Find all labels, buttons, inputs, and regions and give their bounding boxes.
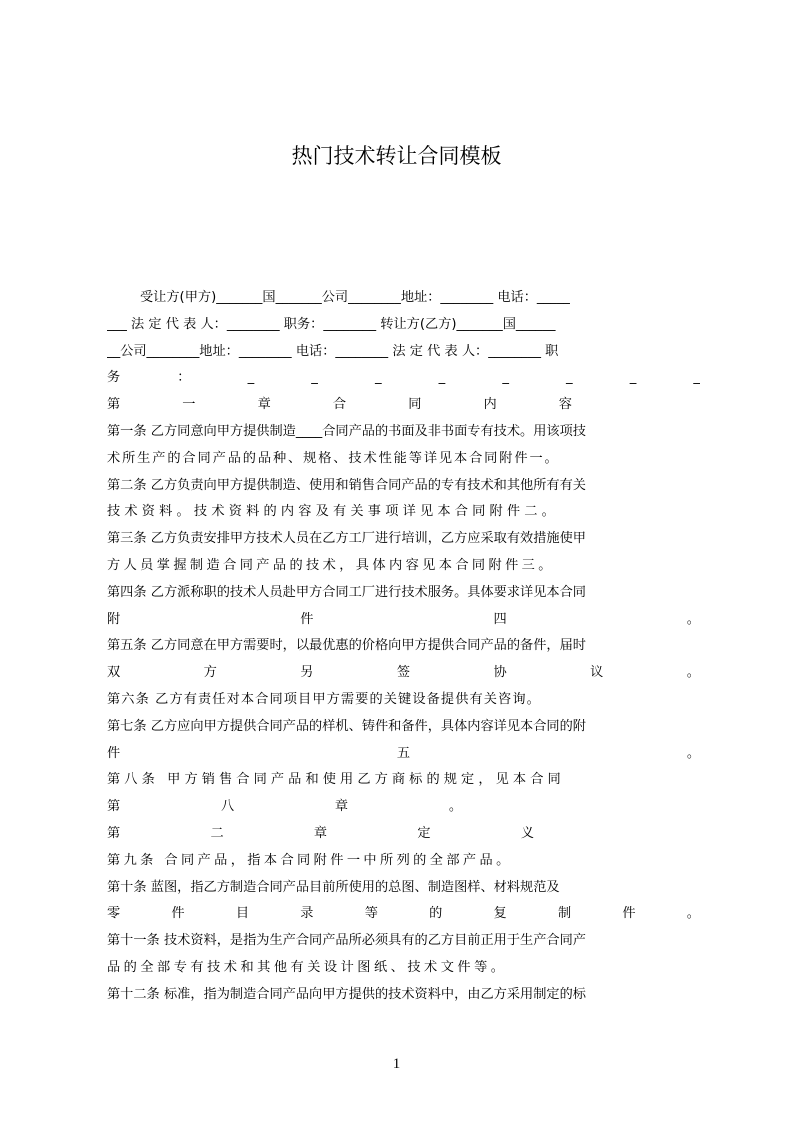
- justified-char: 等: [364, 906, 378, 922]
- justified-char: _: [502, 370, 509, 386]
- chapter-2-heading: [107, 821, 700, 848]
- document-title: 热门技术转让合同模板: [291, 144, 502, 168]
- justified-char: 内: [483, 397, 497, 413]
- article-12-line-1: 第十二条 标准，指为制造合同产品向甲方提供的技术资料中，由乙方采用制定的标: [107, 986, 586, 1002]
- justified-char: 复: [493, 906, 507, 922]
- article-1-line-2: 术所生产的合同产品的品种、规格、技术性能等详见本合同附件一。: [107, 450, 560, 466]
- justified-char: 一: [182, 397, 196, 413]
- justified-char: _: [311, 370, 318, 386]
- article-6: 第六条 乙方有责任对本合同项目甲方需要的关键设备提供有关咨询。: [107, 691, 541, 707]
- justified-char: 方: [203, 665, 217, 681]
- article-7-line-2: [107, 741, 700, 768]
- justified-char: 同: [408, 397, 422, 413]
- justified-char: _: [693, 370, 700, 386]
- article-10-line-1: 第十条 蓝图，指乙方制造合同产品目前所使用的总图、制造图样、材料规范及: [107, 879, 560, 895]
- justified-char: 第: [107, 397, 121, 413]
- article-11-line-2: 品的全部专有技术和其他有关设计图纸、技术文件等。: [107, 959, 508, 975]
- justified-char: 。: [686, 906, 700, 922]
- justified-char: 定: [417, 825, 431, 841]
- justified-char: ：: [177, 370, 191, 386]
- article-3-line-1: 第三条 乙方负责安排甲方技术人员在乙方工厂进行培训，乙方应采取有效措施使甲: [107, 531, 586, 547]
- article-4-line-1: 第四条 乙方派称职的技术人员赴甲方合同工厂进行技术服务。具体要求详见本合同: [107, 584, 586, 600]
- justified-char: 件: [171, 906, 185, 922]
- parties-line-1: 受让方(甲方)_______国_______公司________地址：________ 电话：_____: [140, 290, 570, 305]
- justified-char: 附: [107, 611, 121, 627]
- parties-line-3: __公司________地址：________ 电话：________ 法 定 代 表 人：________ 职: [107, 343, 559, 359]
- article-8-line-2: [107, 794, 700, 821]
- chapter-1-heading: [107, 392, 700, 419]
- article-4-line-2: [107, 607, 700, 634]
- justified-char: _: [247, 370, 255, 386]
- justified-char: 。: [686, 665, 700, 681]
- article-10-line-2: [107, 901, 700, 928]
- article-11-line-1: 第十一条 技术资料，是指为生产合同产品所必须具有的乙方目前正用于生产合同产: [107, 933, 586, 949]
- justified-char: 件: [622, 906, 636, 922]
- justified-char: 章: [334, 799, 349, 815]
- justified-char: 制: [557, 906, 572, 922]
- justified-char: 五: [396, 745, 411, 761]
- justified-char: 第: [107, 825, 121, 841]
- justified-char: 合: [332, 397, 347, 413]
- justified-char: 四: [493, 611, 507, 627]
- article-3-line-2: 方人员掌握制造合同产品的技术，具体内容见本合同附件三。: [107, 557, 555, 573]
- justified-char: _: [438, 370, 446, 386]
- justified-char: 二: [210, 825, 224, 841]
- justified-char: 章: [313, 825, 328, 841]
- article-8-line-1: 第八条 甲方销售合同产品和使用乙方商标的规定，见本合同: [107, 772, 565, 788]
- justified-char: _: [374, 370, 382, 386]
- justified-char: 协: [493, 665, 507, 681]
- justified-char: _: [629, 370, 637, 386]
- justified-char: 。: [686, 611, 700, 627]
- parties-line-4: [107, 365, 700, 392]
- article-1-line-1: 第一条 乙方同意向甲方提供制造____合同产品的书面及非书面专有技术。用该项技: [107, 423, 586, 439]
- parties-line-2: ___ 法 定 代 表 人：________ 职务：________ 转让方(乙方)_______国______: [107, 316, 556, 332]
- article-5-line-1: 第五条 乙方同意在甲方需要时，以最优惠的价格向甲方提供合同产品的备件，届时: [107, 638, 586, 654]
- page-number: 1: [392, 1056, 401, 1072]
- justified-char: 义: [520, 825, 534, 841]
- justified-char: 章: [257, 397, 271, 413]
- justified-char: 零: [107, 906, 121, 922]
- justified-char: 件: [107, 745, 121, 761]
- justified-char: 另: [300, 665, 314, 681]
- justified-char: 容: [558, 397, 572, 413]
- justified-char: 目: [235, 906, 250, 922]
- article-7-line-1: 第七条 乙方应向甲方提供合同产品的样机、铸件和备件，具体内容详见本合同的附: [107, 718, 586, 734]
- justified-char: 务: [107, 370, 121, 386]
- justified-char: 的: [429, 906, 443, 922]
- justified-char: _: [566, 370, 573, 386]
- justified-char: 签: [396, 665, 411, 681]
- article-2-line-2: 技术资料。技术资料的内容及有关事项详见本合同附件二。: [107, 504, 560, 520]
- justified-char: 第: [107, 799, 121, 815]
- article-5-line-2: [107, 660, 700, 687]
- justified-char: 八: [220, 799, 235, 815]
- justified-char: 。: [686, 745, 700, 761]
- justified-char: 双: [107, 665, 121, 681]
- article-2-line-1: 第二条 乙方负责向甲方提供制造、使用和销售合同产品的专有技术和其他所有有关: [107, 477, 586, 493]
- article-9: 第九条 合同产品，指本合同附件一中所列的全部产品。: [107, 852, 513, 868]
- justified-char: 。: [448, 799, 462, 815]
- justified-char: 议: [590, 665, 604, 681]
- justified-char: 录: [300, 906, 314, 922]
- justified-char: 件: [300, 611, 314, 627]
- document-body: [107, 285, 700, 1009]
